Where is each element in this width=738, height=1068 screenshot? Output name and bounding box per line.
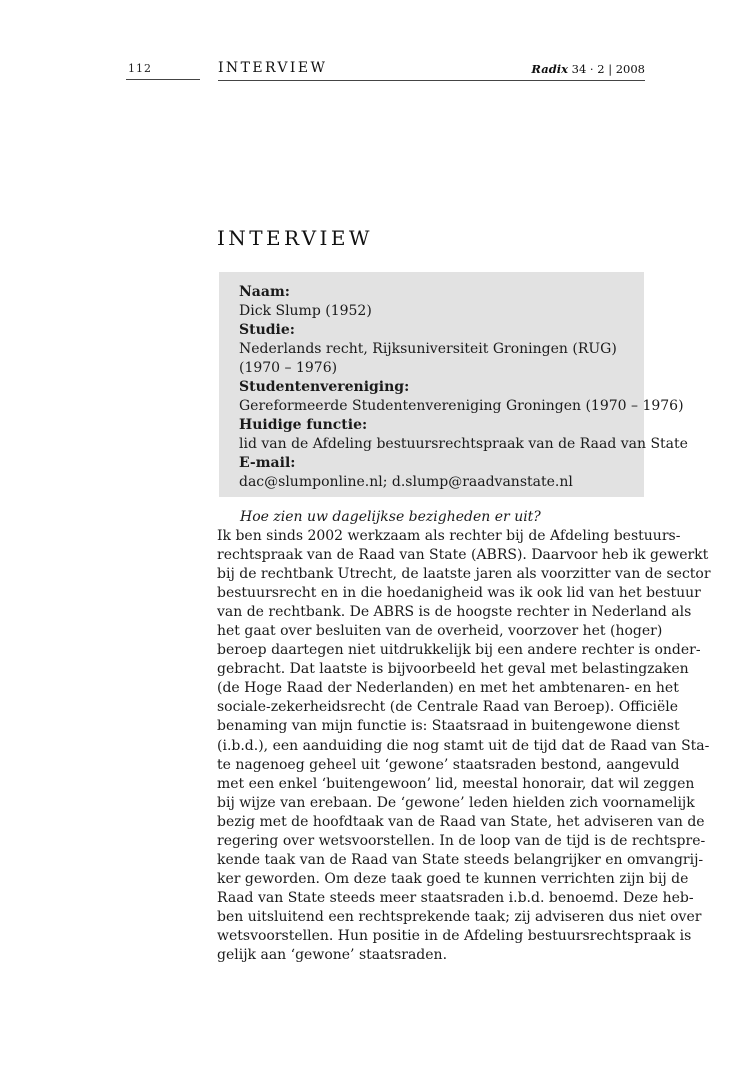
running-header-journal bbox=[531, 62, 645, 76]
answer-line: bij de rechtbank Utrecht, de laatste jaren als voorzitter van de sector bbox=[217, 566, 711, 583]
profile-value-study-years: (1970 – 1976) bbox=[239, 360, 338, 376]
profile-label-study: Studie: bbox=[239, 322, 295, 338]
answer-line: met een enkel ‘buitengewoon’ lid, meestal honorair, dat wil zeggen bbox=[217, 775, 695, 792]
answer-paragraph bbox=[217, 527, 711, 965]
answer-line: bezig met de hoofdtaak van de Raad van State, het adviseren van de bbox=[217, 813, 705, 830]
profile-label-name: Naam: bbox=[239, 284, 290, 300]
profile-box bbox=[219, 272, 688, 497]
answer-line: wetsvoorstellen. Hun positie in de Afdeling bestuursrechtspraak is bbox=[217, 927, 692, 944]
answer-line: kende taak van de Raad van State steeds belangrijker en omvangrij- bbox=[217, 851, 704, 868]
profile-value-name: Dick Slump (1952) bbox=[239, 303, 372, 319]
answer-line: (de Hoge Raad der Nederlanden) en met het ambtenaren- en het bbox=[217, 680, 679, 697]
answer-line: te nagenoeg geheel uit ‘gewone’ staatsraden bestond, aangevuld bbox=[217, 756, 680, 773]
answer-line: Raad van State steeds meer staatsraden i.b.d. benoemd. Deze heb- bbox=[217, 889, 694, 906]
profile-value-email: dac@slumponline.nl; d.slump@raadvanstate.nl bbox=[239, 474, 573, 490]
answer-line: het gaat over besluiten van de overheid, voorzover het (hoger) bbox=[217, 623, 663, 640]
profile-label-email: E-mail: bbox=[239, 455, 296, 471]
answer-line: van de rechtbank. De ABRS is de hoogste rechter in Nederland als bbox=[217, 604, 692, 621]
answer-line: (i.b.d.), een aanduiding die nog stamt uit de tijd dat de Raad van Sta- bbox=[217, 737, 710, 754]
answer-line: bestuursrecht en in die hoedanigheid was ik ook lid van het bestuur bbox=[217, 585, 701, 602]
page-number: 112 bbox=[128, 62, 152, 75]
profile-value-study: Nederlands recht, Rijksuniversiteit Groningen (RUG) bbox=[239, 341, 617, 357]
profile-value-association: Gereformeerde Studentenvereniging Groningen (1970 – 1976) bbox=[239, 398, 684, 414]
profile-label-function: Huidige functie: bbox=[239, 417, 368, 433]
running-header-section: INTERVIEW bbox=[218, 60, 328, 76]
header-left-rule bbox=[126, 79, 200, 80]
article-title: INTERVIEW bbox=[217, 226, 373, 250]
profile-value-function: lid van de Afdeling bestuursrechtspraak van de Raad van State bbox=[239, 436, 688, 452]
running-header bbox=[218, 58, 645, 81]
journal-issue: 34 · 2 | 2008 bbox=[571, 62, 645, 76]
answer-line: bij wijze van erebaan. De ‘gewone’ leden hielden zich voornamelijk bbox=[217, 794, 695, 811]
profile-label-association: Studentenvereniging: bbox=[239, 379, 410, 395]
answer-line: gebracht. Dat laatste is bijvoorbeeld het geval met belastingzaken bbox=[217, 661, 689, 678]
answer-line: Ik ben sinds 2002 werkzaam als rechter bij de Afdeling bestuurs- bbox=[217, 528, 681, 544]
answer-line: regering over wetsvoorstellen. In de loop van de tijd is de rechtspre- bbox=[217, 832, 706, 849]
answer-line: sociale-zekerheidsrecht (de Centrale Raad van Beroep). Officiële bbox=[217, 699, 679, 716]
journal-name: Radix bbox=[531, 62, 568, 76]
answer-line: ben uitsluitend een rechtsprekende taak; zij adviseren dus niet over bbox=[217, 908, 702, 925]
answer-line: ker geworden. Om deze taak goed te kunnen verrichten zijn bij de bbox=[217, 870, 689, 887]
answer-line: beroep daartegen niet uitdrukkelijk bij een andere rechter is onder- bbox=[217, 642, 701, 659]
answer-line: gelijk aan ‘gewone’ staatsraden. bbox=[217, 947, 448, 964]
answer-line: benaming van mijn functie is: Staatsraad in buitengewone dienst bbox=[217, 718, 680, 735]
interview-question: Hoe zien uw dagelijkse bezigheden er uit? bbox=[240, 509, 541, 525]
answer-line: rechtspraak van de Raad van State (ABRS). Daarvoor heb ik gewerkt bbox=[217, 547, 709, 564]
